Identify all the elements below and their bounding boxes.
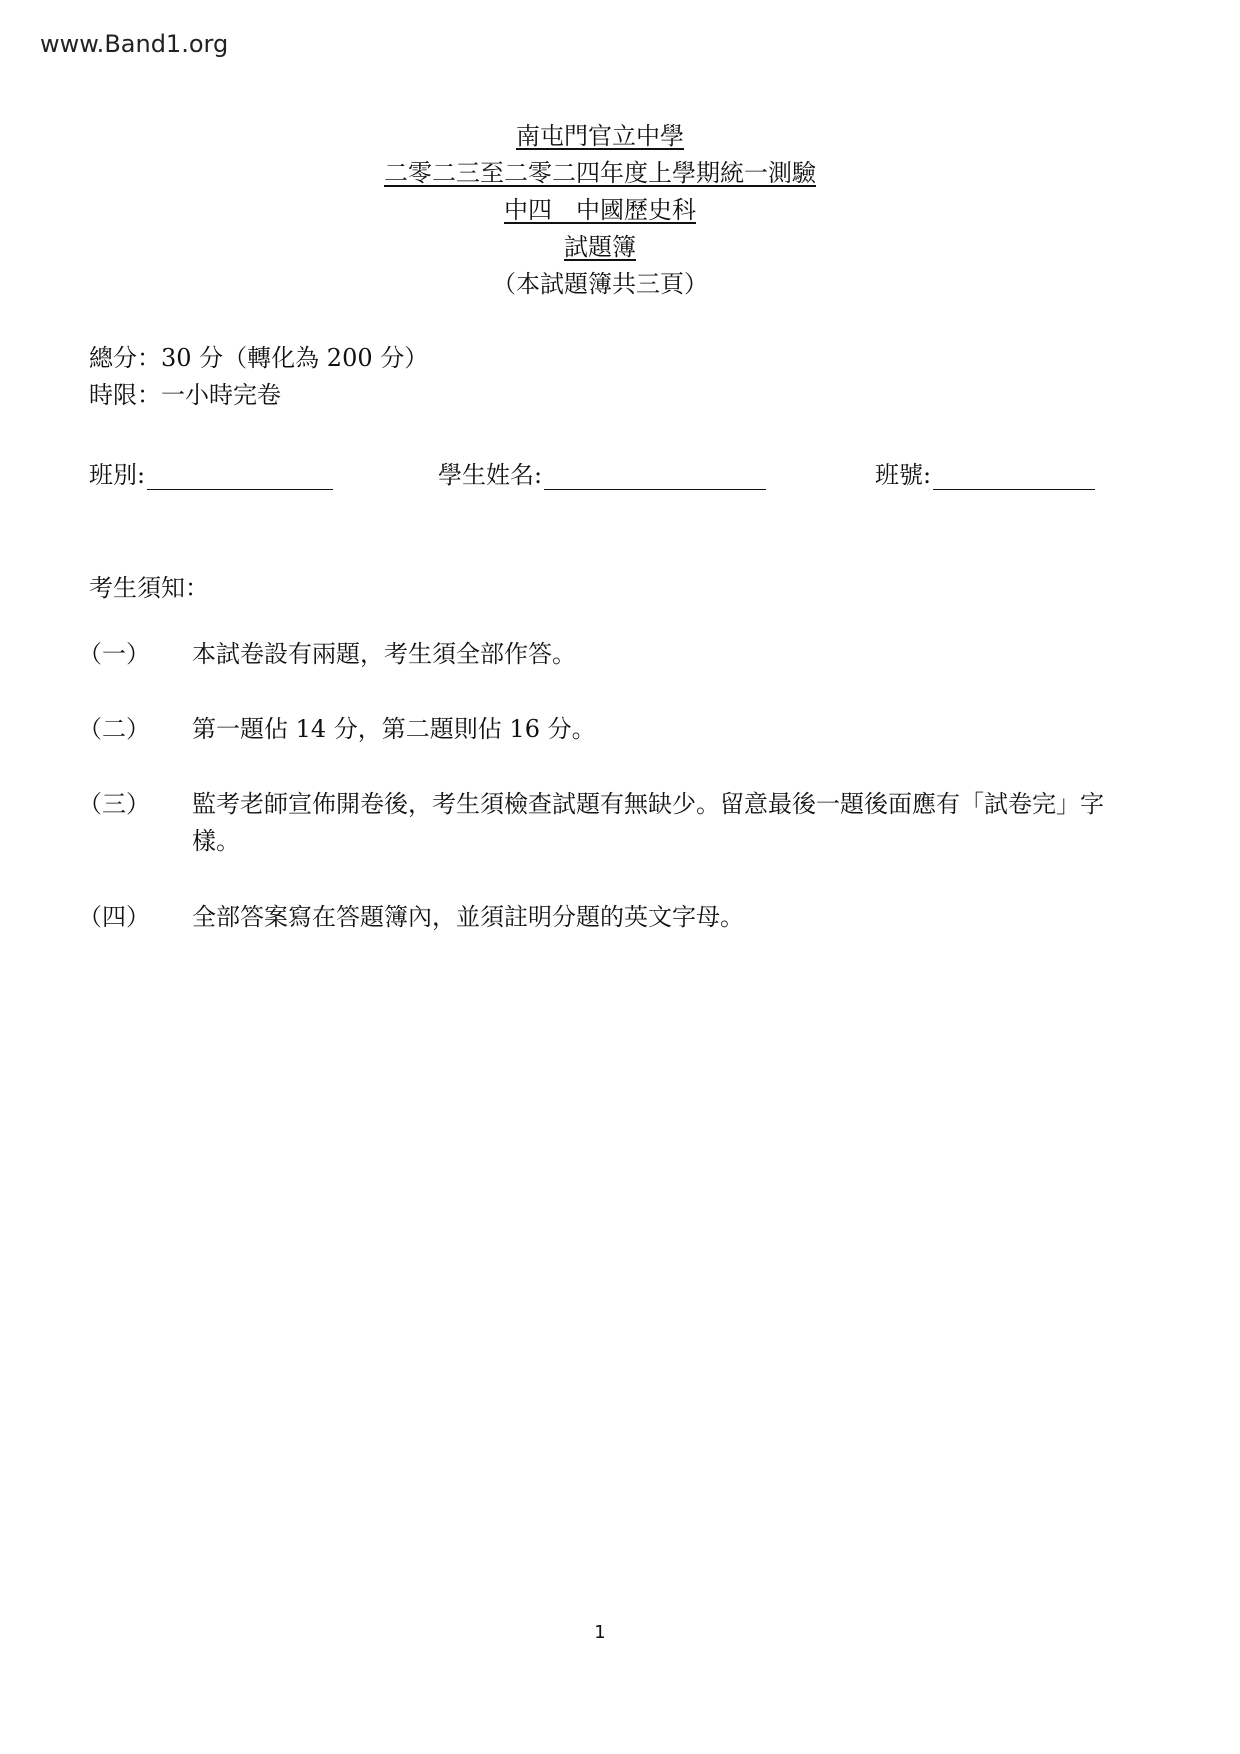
rule-number: （四） [78,903,150,931]
rule-item [78,786,1138,860]
rule-number: （一） [78,640,150,668]
notice-title: 考生須知： [89,574,209,602]
rule-number: （三） [78,790,150,818]
rule-item [78,711,1138,748]
number-field [875,455,1095,490]
class-label: 班別: [89,461,146,489]
booklet-title: 試題簿 [564,233,636,261]
name-label: 學生姓名: [438,461,543,489]
rule-number: （二） [78,715,150,743]
class-field [89,455,333,490]
number-label: 班號: [875,461,932,489]
rule-text: 第一題佔 14 分，第二題則佔 16 分。 [192,715,596,743]
rule-item [78,899,1138,936]
total-marks: 總分：30 分（轉化為 200 分） [89,344,429,372]
exam-info [89,340,428,414]
name-blank[interactable] [544,463,766,490]
page-number: 1 [594,1622,606,1643]
rule-item [78,636,1138,673]
watermark-text: www.Band1.org [40,30,229,58]
student-fields [0,455,1240,495]
school-name: 南屯門官立中學 [516,122,684,150]
time-limit: 時限：一小時完卷 [89,381,281,409]
class-blank[interactable] [147,463,333,490]
rule-text: 監考老師宣佈開卷後，考生須檢查試題有無缺少。留意最後一題後面應有「試卷完」字樣。 [192,790,1104,855]
number-blank[interactable] [933,463,1095,490]
exam-title: 二零二三至二零二四年度上學期統一測驗 [384,159,816,187]
rule-text: 本試卷設有兩題，考生須全部作答。 [192,640,576,668]
subject-title: 中四 中國歷史科 [504,196,696,224]
exam-header [0,118,1200,303]
rule-text: 全部答案寫在答題簿內，並須註明分題的英文字母。 [192,903,744,931]
name-field [438,455,766,490]
pages-note: （本試題簿共三頁） [492,270,708,298]
